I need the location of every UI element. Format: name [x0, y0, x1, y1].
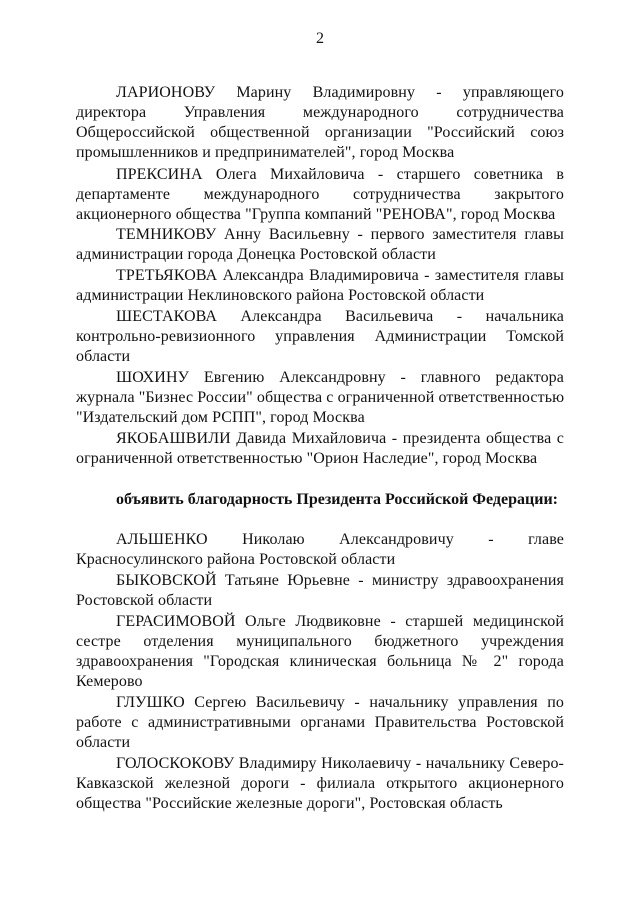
- entry-line: АЛЬШЕНКО Николаю Александровичу - главе: [116, 531, 564, 548]
- entry-line: ГЛУШКО Сергею Васильевичу - начальнику управления по: [116, 694, 564, 711]
- entry-line: администрации города Донецка Ростовской области: [76, 246, 436, 263]
- entry-line: Ростовской области: [76, 592, 213, 609]
- entry-line: "Издательский дом РСПП", город Москва: [76, 409, 365, 426]
- entry-line: области: [76, 734, 131, 751]
- entry-line: ТРЕТЬЯКОВА Александра Владимировича - заместителя главы: [116, 267, 564, 284]
- entry-line: контрольно-ревизионного управления Администрации Томской: [76, 328, 564, 345]
- entry-line: департаменте международного сотрудничества закрытого: [76, 186, 564, 203]
- entry-line: общества "Российские железные дороги", Ростовская область: [76, 795, 503, 812]
- entry-line: акционерного общества "Группа компаний "РЕНОВА", город Москва: [76, 206, 556, 223]
- entry-line: ЛАРИОНОВУ Марину Владимировну - управляющего: [116, 84, 564, 101]
- entry-line: администрации Неклиновского района Ростовской области: [76, 287, 485, 304]
- entry-line: ТЕМНИКОВУ Анну Васильевну - первого заместителя главы: [116, 226, 564, 243]
- section-heading: объявить благодарность Президента Российской Федерации:: [116, 491, 558, 508]
- entry-line: промышленников и предпринимателей", город Москва: [76, 144, 455, 161]
- entry-line: журнала "Бизнес России" общества с ограниченной ответственностью: [76, 389, 565, 406]
- entry-line: ГЕРАСИМОВОЙ Ольге Людвиковне - старшей медицинской: [116, 613, 564, 630]
- entry-line: Красносулинского района Ростовской области: [76, 551, 396, 568]
- entry-line: директора Управления международного сотрудничества: [76, 104, 564, 121]
- entry-line: Кавказской железной дороги - филиала открытого акционерного: [76, 775, 564, 792]
- entry-line: ПРЕКСИНА Олега Михайловича - старшего советника в: [116, 166, 564, 183]
- entry-line: области: [76, 348, 131, 365]
- page-number: 2: [316, 30, 324, 47]
- entry-line: ГОЛОСКОКОВУ Владимиру Николаевичу - начальнику Северо-: [116, 755, 564, 772]
- entry-line: ШЕСТАКОВА Александра Васильевича - начальника: [116, 308, 564, 325]
- entry-line: БЫКОВСКОЙ Татьяне Юрьевне - министру здравоохранения: [116, 572, 564, 589]
- entry-line: Общероссийской общественной организации "Российский союз: [76, 124, 564, 141]
- entry-line: Кемерово: [76, 673, 143, 690]
- entry-line: сестре отделения муниципального бюджетного учреждения: [76, 633, 564, 650]
- entry-line: здравоохранения "Городская клиническая больница № 2" города: [76, 653, 564, 670]
- entry-line: ШОХИНУ Евгению Александровну - главного редактора: [116, 369, 564, 386]
- entry-line: ЯКОБАШВИЛИ Давида Михайловича - президента общества с: [116, 430, 564, 447]
- entry-line: ограниченной ответственностью "Орион Наследие", город Москва: [76, 450, 538, 467]
- entry-line: работе с административными органами Правительства Ростовской: [76, 714, 564, 731]
